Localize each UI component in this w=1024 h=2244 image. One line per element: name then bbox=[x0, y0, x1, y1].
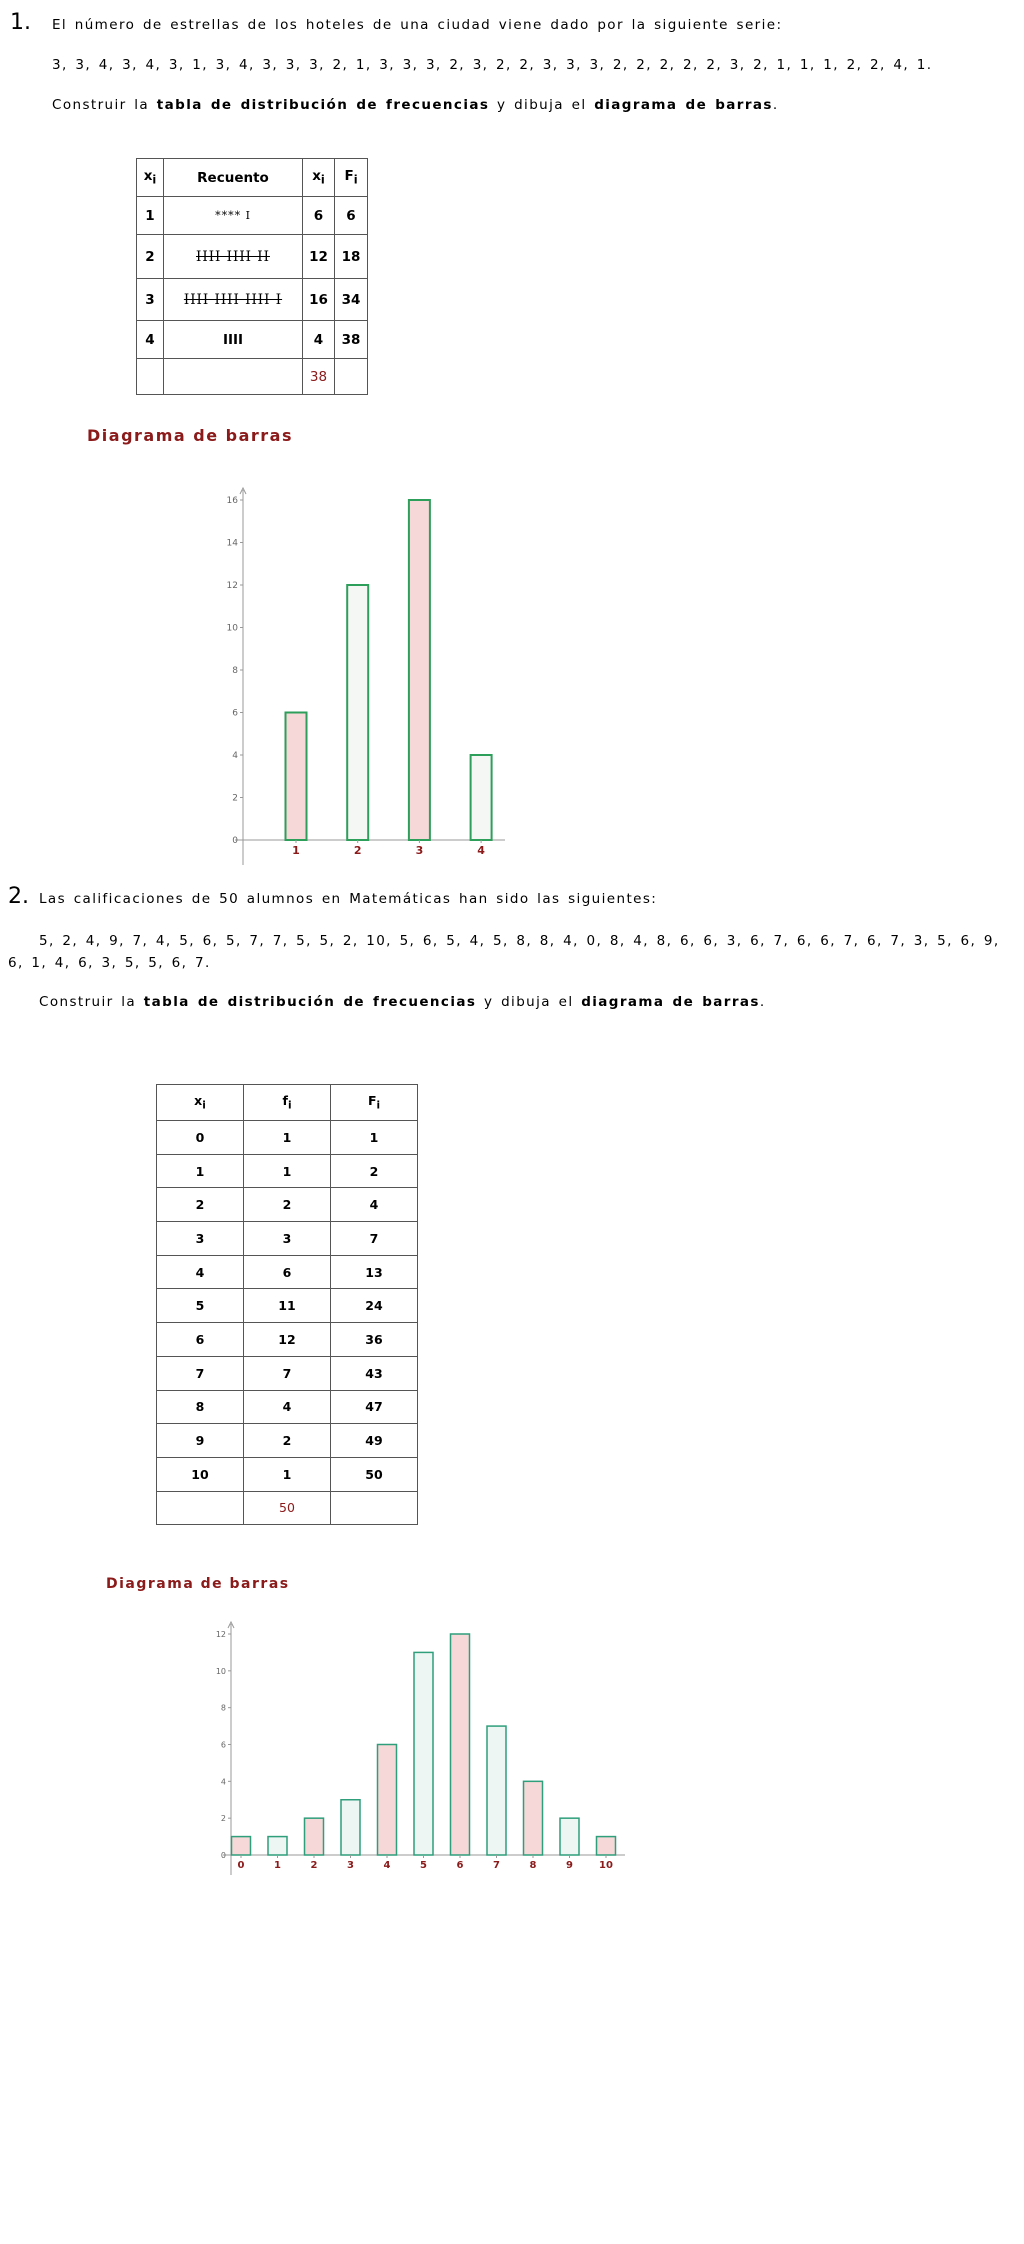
exercise-2-task bbox=[39, 994, 766, 1010]
table-row bbox=[157, 1424, 418, 1458]
y-tick-label: 0 bbox=[232, 836, 238, 846]
task-period: . bbox=[759, 994, 766, 1010]
cell-x: 4 bbox=[137, 321, 164, 359]
y-tick-label: 2 bbox=[220, 1814, 226, 1824]
header-f: $f_i$ bbox=[244, 1085, 331, 1121]
bar bbox=[409, 500, 430, 840]
x-tick-label: 2 bbox=[353, 844, 362, 857]
table-row bbox=[157, 1222, 418, 1256]
x-tick-label: 4 bbox=[383, 1860, 391, 1871]
exercise-2-series: 5, 2, 4, 9, 7, 4, 5, 6, 5, 7, 7, 5, 5, 2, 10, 5, 6, 5, 4, 5, 8, 8, 4, 0, 8, 4, 8, 6, 6, 3, 6, 7, 6, 6, 7, 6, 7, 3, 5, 6, 9, 6, 1, 4, 6, 3, 5, 5, 6, 7. bbox=[8, 933, 1000, 971]
cell-x: 4 bbox=[157, 1255, 244, 1289]
bar bbox=[560, 1818, 579, 1855]
cell-empty bbox=[164, 359, 303, 395]
cell-f: 6 bbox=[244, 1255, 331, 1289]
cell-tally: IIII bbox=[164, 321, 303, 359]
cell-f: 7 bbox=[244, 1356, 331, 1390]
table-row bbox=[157, 1457, 418, 1491]
x-tick-label: 6 bbox=[456, 1860, 464, 1871]
header-x: $x_i$ bbox=[137, 159, 164, 197]
y-tick-label: 0 bbox=[220, 1851, 226, 1860]
table-total-row bbox=[157, 1491, 418, 1524]
table-row bbox=[137, 235, 368, 279]
cell-x: 2 bbox=[137, 235, 164, 279]
cell-x: 5 bbox=[157, 1289, 244, 1323]
y-tick-label: 6 bbox=[232, 708, 238, 719]
cell-empty bbox=[157, 1491, 244, 1524]
bar bbox=[487, 1726, 506, 1855]
cell-total: 38 bbox=[303, 359, 335, 395]
cell-F: 49 bbox=[331, 1424, 418, 1458]
bar bbox=[451, 1634, 470, 1855]
cell-F: 4 bbox=[331, 1188, 418, 1222]
header-x: $x_i$ bbox=[157, 1085, 244, 1121]
task-text: Construir la bbox=[39, 994, 137, 1010]
table-total-row bbox=[137, 359, 368, 395]
x-tick-label: 3 bbox=[415, 844, 424, 857]
bar bbox=[378, 1745, 397, 1856]
exercise-2-number: 2. bbox=[8, 884, 29, 909]
cell-x: 9 bbox=[157, 1424, 244, 1458]
cell-tally: IIII IIII IIII I bbox=[164, 279, 303, 321]
cell-x: 10 bbox=[157, 1457, 244, 1491]
exercise-1-task bbox=[52, 97, 779, 113]
table-row bbox=[137, 279, 368, 321]
cell-F: 34 bbox=[335, 279, 368, 321]
cell-F: 43 bbox=[331, 1356, 418, 1390]
cell-f: 3 bbox=[244, 1222, 331, 1256]
x-tick-label: 9 bbox=[566, 1860, 573, 1871]
table-row bbox=[137, 197, 368, 235]
cell-x: 6 bbox=[157, 1323, 244, 1357]
cell-total: 50 bbox=[244, 1491, 331, 1524]
cell-F: 24 bbox=[331, 1289, 418, 1323]
table-row bbox=[157, 1255, 418, 1289]
cell-empty bbox=[331, 1491, 418, 1524]
x-tick-label: 7 bbox=[493, 1860, 500, 1871]
frequency-table-2 bbox=[156, 1084, 418, 1525]
bar bbox=[286, 713, 307, 841]
cell-F: 18 bbox=[335, 235, 368, 279]
cell-x: 1 bbox=[157, 1154, 244, 1188]
chart-1-heading: Diagrama de barras bbox=[87, 426, 293, 445]
x-tick-label: 5 bbox=[420, 1860, 427, 1871]
bar bbox=[597, 1837, 616, 1855]
task-text: Construir la bbox=[52, 97, 150, 113]
task-text: y dibuja el bbox=[497, 97, 587, 113]
cell-empty bbox=[137, 359, 164, 395]
table-row bbox=[157, 1154, 418, 1188]
chart-2-heading: Diagrama de barras bbox=[106, 1576, 290, 1592]
cell-x: 8 bbox=[157, 1390, 244, 1424]
cell-f: 2 bbox=[244, 1188, 331, 1222]
bar-chart-2 bbox=[0, 1610, 1024, 1870]
bar bbox=[232, 1837, 251, 1855]
y-tick-label: 4 bbox=[220, 1777, 226, 1787]
task-period: . bbox=[772, 97, 779, 113]
exercise-1-statement: El número de estrellas de los hoteles de una ciudad viene dado por la siguiente serie: bbox=[52, 17, 783, 33]
exercise-1-number: 1. bbox=[10, 10, 31, 35]
y-tick-label: 12 bbox=[215, 1630, 226, 1639]
bar-chart-1 bbox=[0, 470, 1024, 870]
header-x: $x_i$ bbox=[303, 159, 335, 197]
x-tick-label: 2 bbox=[310, 1860, 318, 1871]
y-tick-label: 8 bbox=[232, 666, 238, 676]
cell-tally: **** I bbox=[164, 197, 303, 235]
bar bbox=[414, 1652, 433, 1855]
task-bold-table: tabla de distribución de frecuencias bbox=[156, 97, 490, 113]
header-F: $F_i$ bbox=[331, 1085, 418, 1121]
table-row bbox=[157, 1390, 418, 1424]
exercise-1-series: 3, 3, 4, 3, 4, 3, 1, 3, 4, 3, 3, 3, 2, 1, 3, 3, 3, 2, 3, 2, 2, 3, 3, 3, 2, 2, 2, 2, 2, 3, 2, 1, 1, 1, 2, 2, 4, 1. bbox=[52, 57, 933, 73]
cell-f: 16 bbox=[303, 279, 335, 321]
bar bbox=[305, 1818, 324, 1855]
x-tick-label: 8 bbox=[529, 1860, 537, 1871]
y-tick-label: 8 bbox=[220, 1703, 226, 1713]
x-tick-label: 0 bbox=[237, 1860, 245, 1871]
y-tick-label: 6 bbox=[220, 1740, 226, 1750]
cell-f: 12 bbox=[244, 1323, 331, 1357]
cell-empty bbox=[335, 359, 368, 395]
cell-F: 50 bbox=[331, 1457, 418, 1491]
task-text: y dibuja el bbox=[484, 994, 574, 1010]
cell-x: 2 bbox=[157, 1188, 244, 1222]
x-tick-label: 10 bbox=[599, 1860, 613, 1871]
cell-F: 6 bbox=[335, 197, 368, 235]
y-tick-label: 14 bbox=[226, 538, 238, 549]
cell-F: 1 bbox=[331, 1121, 418, 1155]
header-recuento: Recuento bbox=[164, 159, 303, 197]
cell-F: 13 bbox=[331, 1255, 418, 1289]
bar bbox=[471, 755, 492, 840]
table-row bbox=[157, 1188, 418, 1222]
cell-f: 2 bbox=[244, 1424, 331, 1458]
cell-F: 47 bbox=[331, 1390, 418, 1424]
header-F: $F_i$ bbox=[335, 159, 368, 197]
table-row bbox=[137, 321, 368, 359]
bar bbox=[524, 1781, 543, 1855]
cell-F: 2 bbox=[331, 1154, 418, 1188]
y-tick-label: 10 bbox=[226, 623, 238, 634]
x-tick-label: 1 bbox=[274, 1860, 281, 1871]
y-tick-label: 12 bbox=[226, 581, 238, 591]
cell-f: 1 bbox=[244, 1457, 331, 1491]
y-tick-label: 10 bbox=[215, 1666, 226, 1676]
cell-x: 0 bbox=[157, 1121, 244, 1155]
bar bbox=[347, 585, 368, 840]
table-row bbox=[157, 1289, 418, 1323]
cell-f: 11 bbox=[244, 1289, 331, 1323]
task-bold-diagram: diagrama de barras bbox=[594, 97, 773, 113]
y-tick-label: 2 bbox=[232, 793, 238, 804]
cell-F: 7 bbox=[331, 1222, 418, 1256]
frequency-table-1 bbox=[136, 158, 368, 395]
task-bold-table: tabla de distribución de frecuencias bbox=[143, 994, 477, 1010]
cell-F: 36 bbox=[331, 1323, 418, 1357]
cell-F: 38 bbox=[335, 321, 368, 359]
cell-x: 3 bbox=[137, 279, 164, 321]
table-row bbox=[157, 1323, 418, 1357]
exercise-2-statement: Las calificaciones de 50 alumnos en Matemáticas han sido las siguientes: bbox=[39, 891, 658, 907]
task-bold-diagram: diagrama de barras bbox=[581, 994, 760, 1010]
cell-f: 4 bbox=[244, 1390, 331, 1424]
cell-f: 4 bbox=[303, 321, 335, 359]
cell-f: 6 bbox=[303, 197, 335, 235]
table-row bbox=[157, 1356, 418, 1390]
bar bbox=[341, 1800, 360, 1855]
y-tick-label: 16 bbox=[226, 496, 238, 506]
table-row bbox=[157, 1121, 418, 1155]
cell-f: 12 bbox=[303, 235, 335, 279]
bar bbox=[268, 1837, 287, 1855]
cell-x: 1 bbox=[137, 197, 164, 235]
cell-x: 7 bbox=[157, 1356, 244, 1390]
cell-f: 1 bbox=[244, 1154, 331, 1188]
x-tick-label: 3 bbox=[347, 1860, 354, 1871]
x-tick-label: 1 bbox=[292, 844, 300, 857]
y-tick-label: 4 bbox=[232, 751, 238, 761]
cell-f: 1 bbox=[244, 1121, 331, 1155]
cell-x: 3 bbox=[157, 1222, 244, 1256]
cell-tally: IIII IIII II bbox=[164, 235, 303, 279]
x-tick-label: 4 bbox=[477, 844, 485, 857]
